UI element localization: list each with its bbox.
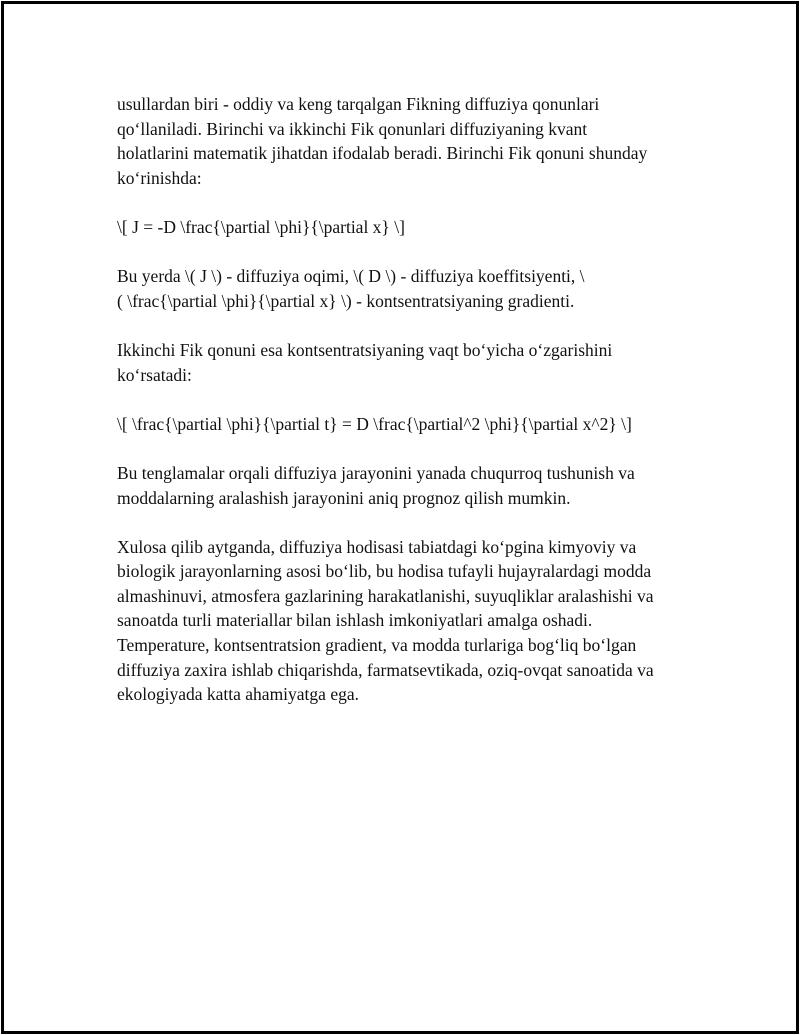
paragraph-second-law-intro: Ikkinchi Fik qonuni esa kontsentratsiyaning vaqt bo‘yicha o‘zgarishini ko‘rsatadi:: [117, 339, 613, 385]
paragraph-conclusion: Xulosa qilib aytganda, diffuziya hodisasi tabiatdagi ko‘pgina kimyoviy va biologik jarayonlarning asosi bo‘lib, bu hodisa tufayli hujayralardagi modda almashinuvi, atmosfera gazlarining harakatlanishi, suyuqliklar aralashishi va sanoatda turli materiallar bilan ishlash imkoniyatlari amalga oshadi. Temperature, kontsentratsion gradient, va modda turlariga bog‘liq bo‘lgan diffuziya zaxira ishlab chiqarishda, farmatsevtikada, oziq-ovqat sanoatida va ekologiyada katta ahamiyatga ega.: [117, 536, 654, 705]
equation-second-fick-law: \[ \frac{\partial \phi}{\partial t} = D \frac{\partial^2 \phi}{\partial x^2} \]: [117, 413, 632, 434]
paragraph-intro: usullardan biri - oddiy va keng tarqalgan Fikning diffuziya qonunlari qo‘llaniladi. Birinchi va ikkinchi Fik qonunlari diffuziyaning kvant holatlarini matematik jihatdan ifodalab beradi. Birinchi Fik qonuni shunday ko‘rinishda:: [117, 94, 648, 188]
document-body: [117, 92, 687, 731]
paragraph-equations-summary: Bu tenglamalar orqali diffuziya jarayonini yanada chuqurroq tushunish va moddalarning aralashish jarayonini aniq prognoz qilish mumkin.: [117, 462, 635, 508]
paragraph-definitions: Bu yerda \( J \) - diffuziya oqimi, \( D \) - diffuziya koeffitsiyenti, \ ( \frac{\partial \phi}{\partial x} \) - kontsentratsiyaning gradienti.: [117, 266, 585, 311]
equation-first-fick-law: \[ J = -D \frac{\partial \phi}{\partial x} \]: [117, 216, 405, 237]
